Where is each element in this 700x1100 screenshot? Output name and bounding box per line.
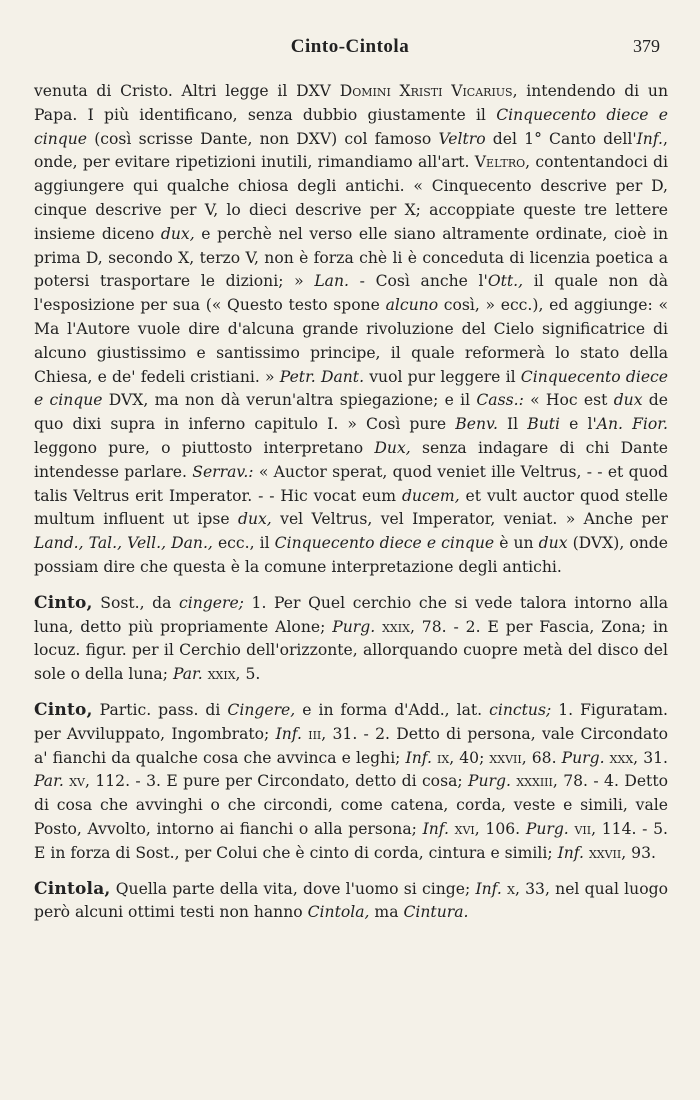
small-caps-run: xxx [609,748,634,767]
text-run: e in forma d'Add., lat. [295,700,490,719]
italic-run: Cingere, [227,700,296,719]
small-caps-run: vii [574,819,592,838]
italic-run: Purg. [525,819,569,838]
italic-run: Inf. [275,724,302,743]
italic-run: dux, [160,224,195,243]
small-caps-run: x [507,879,515,898]
small-caps-run: Veltro [474,153,526,172]
headword: Cintola, [34,878,111,899]
text-run: 1. Figuratam. per Avviluppato, Ingombrato; [34,700,668,743]
text-run: , 68. [521,748,562,767]
text-run: , intendendo di un Papa. I più identificano, senza dubbio giustamente il [34,82,668,124]
text-run: Il [497,415,528,434]
italic-run: Cinquecento diece e cinque [34,105,668,148]
text-run: , 114. - 5. E in forza di Sost., per Colui che è cinto di corda, cintura e simili; [34,819,668,862]
italic-run: Inf. [422,819,449,838]
text-run: (DVX), onde possiam dire che questa è la comune interpretazione degli antichi. [34,534,668,576]
text-run: , 78. - 4. Detto di cosa che avvinghi o che circondi, come catena, corda, veste e simili, vale Posto, Avvolto, intorno ai fianchi o alla persona; [34,772,668,838]
small-caps-run: Domini Xristi Vicarius [339,82,513,100]
italic-run: Benv. [455,415,498,434]
text-run: , onde, per evitare ripetizioni inutili, rimandiamo all'art. [34,129,668,172]
italic-run: Par. [34,772,64,791]
running-header [32,36,668,60]
text-run: del 1° Canto dell' [485,129,637,148]
text-run: , 106. [474,819,526,838]
text-run: così, » ecc.), ed aggiunge: « Ma l'Autore vuole dire d'alcuna grande rivoluzione del Cielo significatrice di alcuno giustissimo e santissimo principe, il quale reformerà lo stato della Chiesa, e de' fedeli cristiani. » [34,296,668,386]
text-run: et vult auctor quod stelle multum influent ut ipse [34,486,668,529]
italic-run: Ott., [487,272,524,291]
text-run: , 5. [235,665,261,684]
italic-run: Par. [172,665,203,684]
headword: Cinto, [34,699,93,720]
italic-run: Dux, [374,438,411,457]
text-run: vel Veltrus, vel Imperator, veniat. » Anche per [271,510,668,529]
italic-run: Veltro [438,129,486,148]
small-caps-run: ix [437,748,450,767]
text-run: leggono pure, o piuttosto interpretano [34,438,375,457]
small-caps-run: xvi [454,819,475,838]
text-run: Quella parte della vita, dove l'uomo si cinge; [110,879,476,898]
text-run: venuta di Cristo. Altri legge il DXV [34,82,340,100]
text-run: è un [494,534,539,553]
text-run: , 33, nel qual luogo però alcuni ottimi testi non hanno [34,879,668,922]
italic-run: ducem, [401,486,460,505]
italic-run: dux [613,391,643,410]
text-run: Sost., da [92,593,180,612]
text-run: senza indagare di chi Dante intendesse parlare. [34,438,668,481]
italic-run: Purg. [561,748,605,767]
italic-run: Inf. [636,129,664,148]
text-run: e perchè nel verso elle siano altramente ordinate, cioè in prima D, secondo X, terzo V, non è forza chè li è conceduta di licenzia poetica a potersi trasportare le dizioni; » [34,224,668,291]
small-caps-run: xxvii [489,748,522,767]
italic-run: Cintola, [307,903,370,922]
small-caps-run: xxxiii [516,772,553,791]
page-number: 379 [633,36,660,56]
text-run: de quo dixi supra in inferno capitulo I. » Così pure [34,391,669,434]
italic-run: Inf. [475,879,502,898]
italic-run: Purg. [468,772,511,791]
small-caps-run: xv [69,772,85,791]
text-run: , contentandoci di aggiungere qui qualche chiosa degli antichi. « Cinquecento descrive per D, cinque descrive per V, lo dieci descrive per X; accoppiate queste tre lettere insieme diceno [34,153,668,243]
text-run: « Hoc est [523,391,614,410]
italic-run: Cinquecento diece e cinque [34,367,669,410]
italic-run: alcuno [385,296,439,315]
text-run: il quale non dà l'esposizione per sua (« Questo testo spone [34,272,668,315]
headword: Cinto, [34,592,93,613]
entry-cintola [34,878,668,926]
italic-run: cingere; [179,593,244,612]
italic-run: An. Fior. [596,415,668,434]
entry-cinto-noun [34,592,668,687]
italic-run: Cinquecento diece e cinque [274,534,495,553]
text-run: Partic. pass. di [92,700,228,719]
italic-run: Inf. [557,843,584,862]
small-caps-run: xxix [382,617,410,636]
page-body [34,80,668,925]
text-run: ecc., il [212,534,275,553]
small-caps-run: xxix [207,665,236,684]
italic-run: dux [538,534,568,553]
text-run: , 31. [633,748,669,767]
text-run: (così scrisse Dante, non DXV) col famoso [87,129,439,148]
text-run: , 112. - 3. E pure per Circondato, detto di cosa; [84,772,469,791]
small-caps-run: xxvii [588,843,622,862]
entry-cinto-participle [34,699,668,866]
italic-run: Buti [527,415,561,434]
italic-run: Petr. Dant. [279,367,365,386]
text-run: , 93. [621,843,656,862]
italic-run: cinctus; [489,700,552,719]
italic-run: Cass.: [476,391,524,410]
text-run: , 31. - 2. Detto di persona, vale Circondato a' fianchi da qualche cosa che avvinca e leghi; [34,724,668,767]
text-run: e l' [560,415,597,434]
italic-run: dux, [237,510,272,529]
italic-run: Lan. [314,272,349,291]
text-run: , 40; [449,748,490,767]
small-caps-run: iii [308,724,322,743]
continued-paragraph [34,80,668,580]
text-run: , 78. - 2. E per Fascia, Zona; in locuz. figur. per il Cerchio dell'orizzonte, allorquando cuopre metà del disco del sole o della luna; [34,617,668,684]
italic-run: Inf. [405,748,432,767]
text-run: « Auctor sperat, quod veniet ille Veltrus, - - et quod talis Veltrus erit Imperator. - - Hic vocat eum [34,462,668,505]
running-title: Cinto-Cintola [290,36,410,57]
text-run: - Così anche l' [348,272,488,291]
italic-run: Serrav.: [192,462,254,481]
italic-run: Cintura. [403,903,469,922]
text-run: 1. Per Quel cerchio che si vede talora intorno alla luna, detto più propriamente Alone; [34,593,668,636]
italic-run: Land., Tal., Vell., Dan., [34,534,213,553]
text-run: DVX, ma non dà verun'altra spiegazione; e il [102,391,477,410]
italic-run: Purg. [332,617,376,636]
text-run: vuol pur leggere il [364,367,521,386]
text-run: ma [369,903,404,922]
